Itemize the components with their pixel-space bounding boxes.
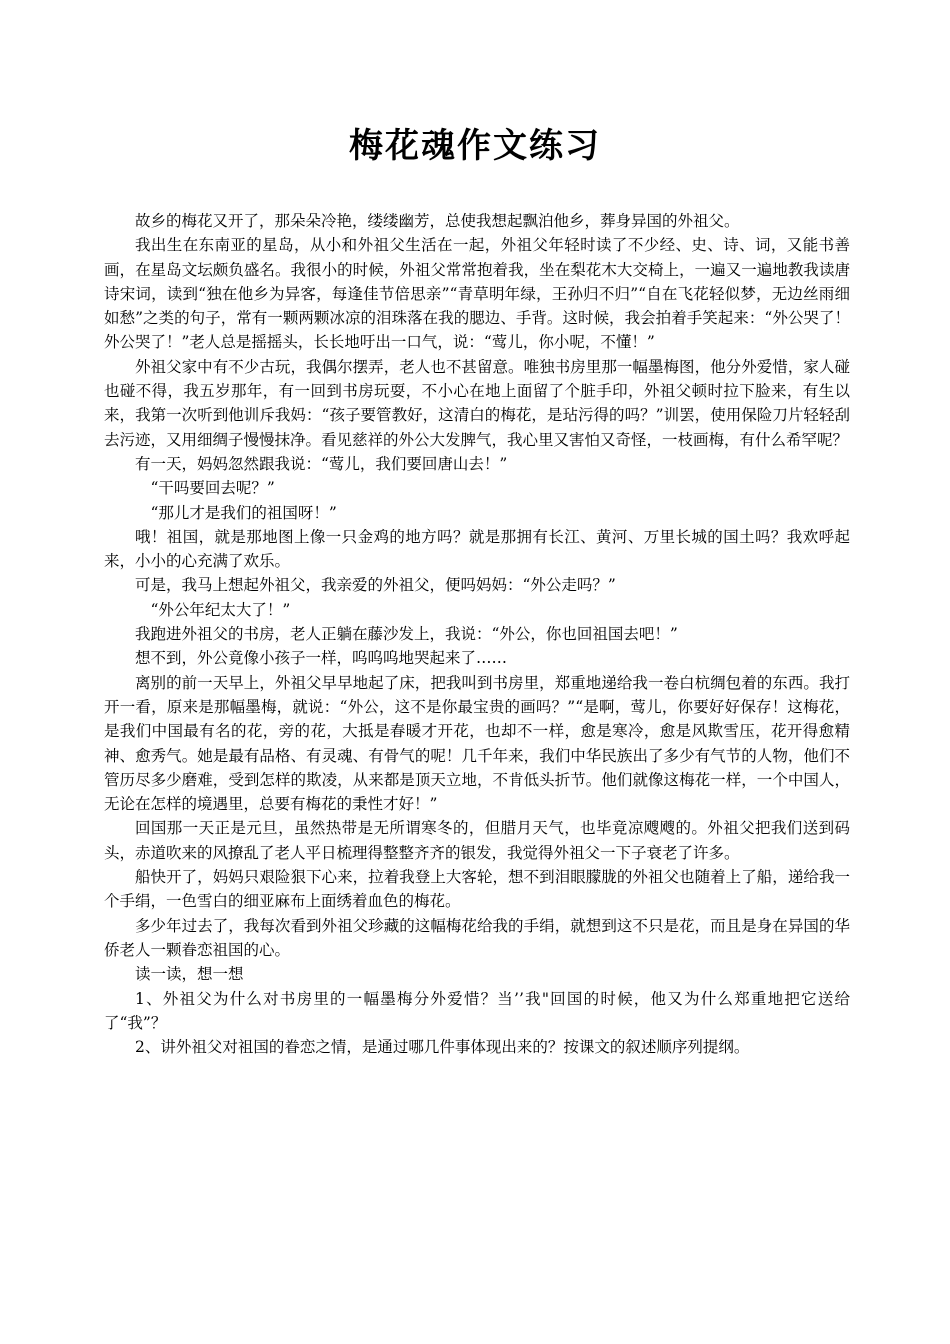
document-title: 梅花魂作文练习 — [349, 126, 601, 166]
paragraph: 有一天，妈妈忽然跟我说：“莺儿，我们要回唐山去！” — [135, 454, 508, 473]
dialogue-line: “外公年纪太大了！” — [150, 600, 291, 619]
exercise-question: 2、讲外祖父对祖国的眷恋之情，是通过哪几件事体现出来的？按课文的叙述顺序列提纲。 — [135, 1038, 750, 1057]
paragraph: 离别的前一天早上，外祖父早早地起了床，把我叫到书房里，郑重地递给我一卷白杭绸包着的东西。我打开一看，原来是那幅墨梅，就说：“外公，这不是你最宝贵的画吗？”“是啊，莺儿，你要好好保存！这梅花，是我们中国最有名的花，旁的花，大抵是春暖才开花，也却不一样，愈是寒冷，愈是风欺雪压，花开得愈精神、愈秀气。她是最有品格、有灵魂、有骨气的呢！几千年来，我们中华民族出了多少有气节的人物，他们不管历尽多少磨难，受到怎样的欺凌，从来都是顶天立地，不肯低头折节。他们就像这梅花一样，一个中国人，无论在怎样的境遇里，总要有梅花的秉性才好！” — [104, 673, 850, 814]
dialogue-line: “那儿才是我们的祖国呀！” — [150, 503, 337, 522]
dialogue-line: “干吗要回去呢？” — [150, 479, 275, 498]
paragraph: 故乡的梅花又开了，那朵朵冷艳，缕缕幽芳，总使我想起飘泊他乡，葬身异国的外祖父。 — [135, 212, 740, 230]
paragraph: 哦！祖国，就是那地图上像一只金鸡的地方吗？就是那拥有长江、黄河、万里长城的国土吗？我欢呼起来，小小的心充满了欢乐。 — [104, 527, 850, 571]
paragraph: 回国那一天正是元旦，虽然热带是无所谓寒冬的，但腊月天气，也毕竟凉飕飕的。外祖父把我们送到码头，赤道吹来的风撩乱了老人平日梳理得整整齐齐的银发，我觉得外祖父一下子衰老了许多。 — [104, 819, 850, 862]
paragraph: 外祖父家中有不少古玩，我偶尔摆弄，老人也不甚留意。唯独书房里那一幅墨梅图，他分外爱惜，家人碰也碰不得，我五岁那年，有一回到书房玩耍，不小心在地上面留了个脏手印，外祖父顿时拉下脸来，有生以来，我第一次听到他训斥我妈：“孩子要管教好，这清白的梅花，是玷污得的吗？”训罢，使用保险刀片轻轻刮去污迹，又用细绸子慢慢抹净。看见慈祥的外公大发脾气，我心里又害怕又奇怪，一枝画梅，有什么希罕呢？ — [104, 357, 850, 449]
document-body — [104, 209, 850, 1059]
paragraph: 可是，我马上想起外祖父，我亲爱的外祖父，便吗妈妈：“外公走吗？” — [135, 576, 616, 595]
paragraph: 想不到，外公竟像小孩子一样，呜呜呜地哭起来了…… — [135, 649, 508, 668]
paragraph: 多少年过去了，我每次看到外祖父珍藏的这幅梅花给我的手绢，就想到这不只是花，而且是身在异国的华侨老人一颗眷恋祖国的心。 — [104, 916, 850, 959]
paragraph: 我跑进外祖父的书房，老人正躺在藤沙发上，我说：“外公，你也回祖国去吧！” — [135, 625, 678, 644]
paragraph: 我出生在东南亚的星岛，从小和外祖父生活在一起，外祖父年轻时读了不少经、史、诗、词，又能书善画，在星岛文坛颇负盛名。我很小的时候，外祖父常常抱着我，坐在梨花木大交椅上，一遍又一遍地教我读唐诗宋词，读到“独在他乡为异客，每逢佳节倍思亲”“青草明年绿，王孙归不归”“自在飞花轻似梦，无边丝雨细如愁”之类的句子，常有一颗两颗冰凉的泪珠落在我的腮边、手背。这时候，我会拍着手笑起来：“外公哭了！外公哭了！”老人总是摇摇头，长长地吁出一口气，说：“莺儿，你小呢，不懂！” — [104, 236, 850, 352]
exercise-heading: 读一读，想一想 — [135, 965, 244, 984]
exercise-question: 1、外祖父为什么对书房里的一幅墨梅分外爱惜？当’’我"回国的时候，他又为什么郑重地把它送给了“我”？ — [104, 989, 850, 1032]
paragraph: 船快开了，妈妈只艰险狠下心来，拉着我登上大客轮，想不到泪眼朦胧的外祖父也随着上了船，递给我一个手绢，一色雪白的细亚麻布上面绣着血色的梅花。 — [104, 868, 850, 911]
